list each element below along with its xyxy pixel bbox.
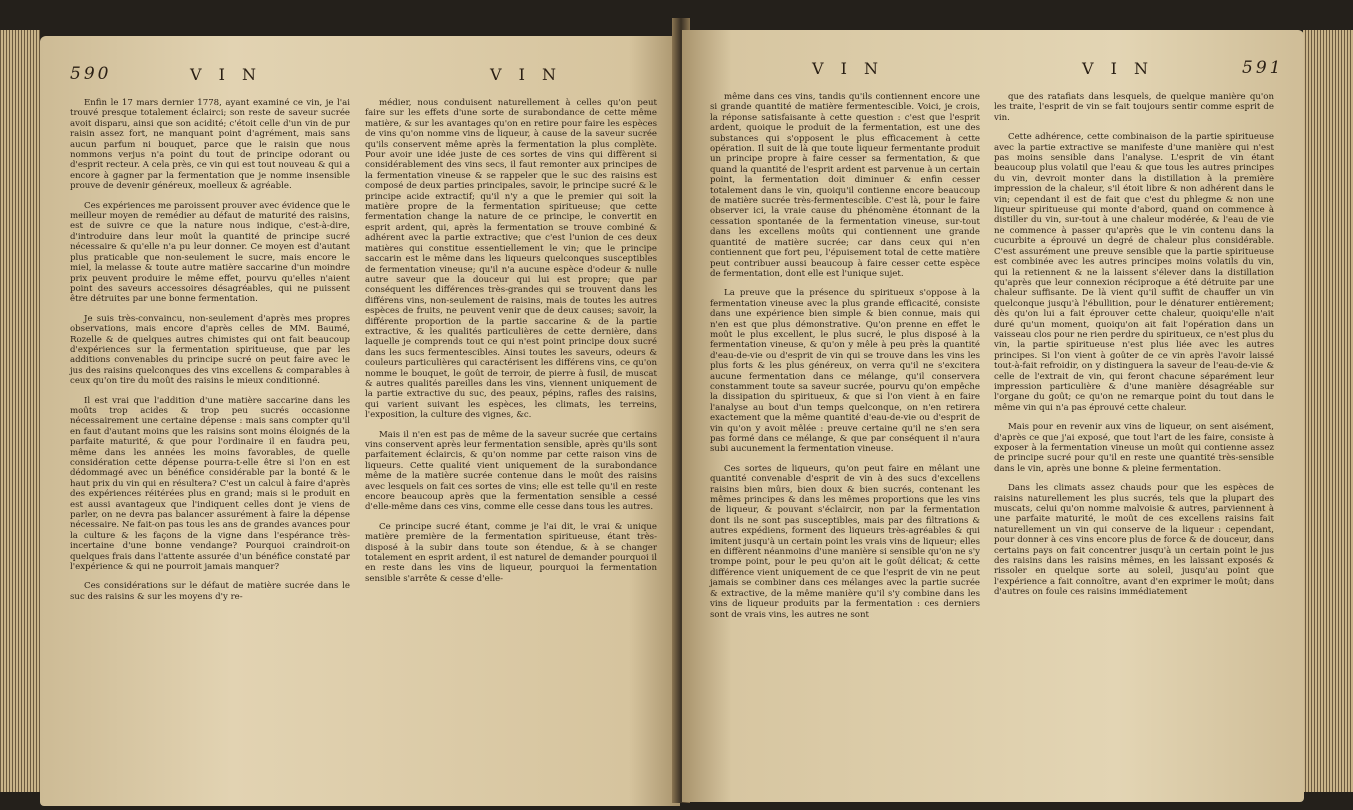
paragraph: La preuve que la présence du spiritueux s'oppose à la fermentation vineuse avec la plus grande efficacité, consiste dans une expérience bien simple & bien connue, mais qui n'en est que plus démonstrative. Qu'on prenne en effet le moût le plus excellent, le plus sucré, le plus disposé à la fermentation vineuse, & qu'on y mêle à peu près la quantité d'eau-de-vie ou d'esprit de vin qui se trouve dans les vins les plus forts & les plus généreux, on verra qu'il ne s'excitera aucune fermentation dans ce mélange, qu'il conservera constamment toute sa saveur sucrée, pourvu qu'on empêche la dissipation du spiritueux, & que si l'on vient à en faire l'analyse au bout d'un temps quelconque, on n'en retirera exactement que la même quantité d'eau-de-vie ou d'esprit de vin qu'on y avoit mêlée : preuve certaine qu'il ne s'en sera pas formé dans ce mélange, & que par conséquent il n'aura subi aucunement la fermentation vineuse. xyxy=(710,288,980,455)
paragraph: Enfin le 17 mars dernier 1778, ayant examiné ce vin, je l'ai trouvé presque totalement éclairci; son reste de saveur sucrée avoit disparu, ainsi que son acidité; c'étoit celle d'un vin de pur raisin assez fort, ne manquant point d'agrément, mais sans aucun parfum ni bouquet, parce que le raisin que nous nommons verjus n'a point du tout de principe odorant ou d'esprit recteur. A cela près, ce vin qui est tout nouveau & qui a encore à gagner par la fermentation que je nomme insensible prouve de devenir généreux, moelleux & agréable. xyxy=(70,98,350,192)
paragraph: Ces expériences me paroissent prouver avec évidence que le meilleur moyen de remédier au défaut de maturité des raisins, est de suivre ce que la nature nous indique, c'est-à-dire, d'introduire dans leur moût la quantité de principe sucré nécessaire & qu'elle n'a pu leur donner. Ce moyen est d'autant plus praticable que non-seulement le sucre, mais encore le miel, la melasse & toute autre matière saccarine d'un moindre prix peuvent produire le même effet, pourvu qu'elles n'aient point des saveurs accessoires désagréables, qui ne puissent être détruites par une bonne fermentation. xyxy=(70,200,350,305)
right-page-header xyxy=(682,58,1304,84)
paragraph: Mais pour en revenir aux vins de liqueur, on sent aisément, d'après ce que j'ai exposé, que tout l'art de les faire, consiste à exposer à la fermentation vineuse un moût qui contienne assez de principe sucré pour qu'il en reste une quantité très-sensible dans le vin, après une bonne & pleine fermentation. xyxy=(994,422,1274,474)
left-page-header xyxy=(40,64,680,90)
left-page-edges xyxy=(0,30,40,792)
paragraph: Ces considérations sur le défaut de matière sucrée dans le suc des raisins & sur les moyens d'y re- xyxy=(70,581,350,602)
paragraph: Ces sortes de liqueurs, qu'on peut faire en mêlant une quantité convenable d'esprit de vin à des sucs d'excellens raisins bien mûrs, bien doux & bien sucrés, contenant les mêmes principes & dans les mêmes proportions que les vins de liqueur, & pouvant s'éclaircir, non par la fermentation dont ils ne sont pas susceptibles, mais par des filtrations & autres expédiens, forment des liqueurs très-agréables & qui imitent jusqu'à un certain point les vrais vins de liqueur; elles en diffèrent néanmoins d'une manière si sensible qu'on ne s'y trompe point, pour le peu qu'on ait le goût délicat; & cette différence vient uniquement de ce que l'esprit de vin ne peut jamais se combiner dans ces mélanges avec la partie sucrée & extractive, de la même manière qu'il s'y combine dans les vins de liqueur produits par la fermentation : ces derniers sont de vrais vins, les autres ne sont xyxy=(710,463,980,620)
right-header-title-2: V I N xyxy=(1082,59,1155,78)
right-header-title-1: V I N xyxy=(812,59,885,78)
paragraph: Il est vrai que l'addition d'une matière saccarine dans les moûts trop acides & trop peu sucrés occasionne nécessairement une certaine dépense : mais sans compter qu'il en faut d'autant moins que les raisins sont moins éloignés de la parfaite maturité, & que pour l'ordinaire il en faudra peu, même dans les années les moins favorables, de quelle considération cette dépense pourra-t-elle être si l'on en est dédommagé avec un bénéfice considérable par la bonté & le haut prix du vin qui en résultera? C'est un calcul à faire d'après des expériences réitérées plus en grand; mais si le produit en est aussi avantageux que l'indiquent celles dont je viens de parler, on ne devra pas balancer assurément à faire la dépense nécessaire. Ne fait-on pas tous les ans de grandes avances pour la culture & les façons de la vigne dans l'espérance très-incertaine d'une bonne vendange? Pourquoi craindroit-on quelques frais dans l'attente assurée d'un bénéfice constaté par l'expérience & qui ne pourroit jamais manquer? xyxy=(70,395,350,573)
paragraph: Ce principe sucré étant, comme je l'ai dit, le vrai & unique matière première de la fermentation spiritueuse, étant très-disposé à la subir dans toute son étendue, & à se changer totalement en esprit ardent, il est naturel de demander pourquoi il en reste dans les vins de liqueur, pourquoi la fermentation sensible s'arrête & cesse d'elle- xyxy=(365,521,657,584)
left-header-title-2: V I N xyxy=(490,65,563,84)
left-page-number: 590 xyxy=(70,64,112,84)
right-page-edges xyxy=(1303,30,1353,792)
right-page xyxy=(682,30,1304,802)
paragraph: que des ratafiats dans lesquels, de quelque manière qu'on les traite, l'esprit de vin se fait toujours sentir comme esprit de vin. xyxy=(994,92,1274,123)
left-page xyxy=(40,36,680,806)
paragraph: Je suis très-convaincu, non-seulement d'après mes propres observations, mais encore d'après celles de MM. Baumé, Rozelle & de quelques autres chimistes qui ont fait beaucoup d'expériences sur la fermentation spiritueuse, que par les additions convenables du principe sucré on peut faire avec le jus des raisins quelconques des vins excellens & comparables à ceux qu'on tire du moût des raisins le mieux conditionné. xyxy=(70,313,350,387)
paragraph: Mais il n'en est pas de même de la saveur sucrée que certains vins conservent après leur fermentation sensible, après qu'ils sont parfaitement éclaircis, & qu'on nomme par cette raison vins de liqueurs. Cette qualité vient uniquement de la surabondance même de la matière sucrée contenue dans le moût des raisins avec lesquels on fait ces sortes de vins; elle est telle qu'il en reste encore beaucoup après que la fermentation sensible a cessé d'elle-même dans ces vins, comme elle cesse dans tous les autres. xyxy=(365,429,657,513)
right-page-number: 591 xyxy=(1242,58,1284,78)
paragraph: Cette adhérence, cette combinaison de la partie spiritueuse avec la partie extractive se manifeste d'une manière qui n'est pas moins sensible dans l'analyse. L'esprit de vin étant beaucoup plus volatil que l'eau & que tous les autres principes du vin, devroit monter dans la distillation à la première impression de la chaleur, s'il étoit libre & non adhérent dans le vin; cependant il est de fait que c'est du phlegme & non une liqueur spiritueuse qui monte d'abord, quand on commence à distiller du vin, sur-tout à une chaleur modérée, & l'eau de vie ne commence à passer qu'après que le vin contenu dans la cucurbite a éprouvé un degré de chaleur plus considérable. C'est assurément une preuve sensible que la partie spiritueuse est combinée avec les autres principes moins volatils du vin, qui la retiennent & ne la laissent s'élever dans la distillation qu'après que leur connexion réciproque a été détruite par une chaleur suffisante. De là vient qu'il suffit de chauffer un vin quelconque jusqu'à l'ébullition, pour le dénaturer entièrement; dès qu'on lui a fait éprouver cette chaleur, quoiqu'elle n'ait duré qu'un moment, quoiqu'on ait fait l'opération dans un vaisseau clos pour ne rien perdre du spiritueux, ce n'est plus du vin, la partie spiritueuse n'est plus liée avec les autres principes. Si l'on vient à goûter de ce vin après l'avoir laissé tout-à-fait refroidir, on y distinguera la saveur de l'eau-de-vie & celle de l'extrait de vin, qui feront chacune séparément leur impression particulière & d'une manière désagréable sur l'organe du goût; ce qu'on ne remarque point du tout dans le même vin qui n'a pas éprouvé cette chaleur. xyxy=(994,132,1275,413)
paragraph: médier, nous conduisent naturellement à celles qu'on peut faire sur les effets d'une sorte de surabondance de cette même matière, & sur les avantages qu'on en retire pour faire les espèces de vins qu'on nomme vins de liqueur, à cause de la saveur sucrée qu'ils conservent même après la fermentation la plus complète. Pour avoir une idée juste de ces sortes de vins qui diffèrent si considérablement des vins secs, il faut remonter aux principes de la fermentation vineuse & se rappeler que le suc des raisins est composé de deux parties principales, savoir, le principe sucré & le principe acide extractif; qu'il n'y a que le premier qui soit la matière propre de la fermentation spiritueuse; que cette fermentation change la nature de ce principe, le convertit en esprit ardent, qui, après la fermentation se trouve combiné & adhérent avec la partie extractive; que c'est l'union de ces deux matières qui constitue essentiellement le vin; que le principe saccarin est le même dans les liqueurs quelconques susceptibles de fermentation vineuse; qu'il n'a aucune espèce d'odeur & nulle autre saveur que la douceur qui lui est propre; que par conséquent les différences très-grandes qui se trouvent dans les différens vins, non-seulement de raisins, mais de toutes les autres espèces de fruits, ne peuvent venir que de deux causes; savoir, la différente proportion de la partie saccarine & de la partie extractive, & les qualités particulières de cette dernière, dans laquelle je comprends tout ce qui n'est point principe doux sucré dans les sucs fermentescibles. Ainsi toutes les saveurs, odeurs & couleurs particulières qui caractérisent les différens vins, ce qu'on nomme le bouquet, le goût de terroir, de pierre à fusil, de muscat & autres qualités pareilles dans les vins, viennent uniquement de la partie extractive du suc, des peaux, pépins, rafles des raisins, qui varient suivant les espèces, les climats, les terreins, l'exposition, la culture des vignes, &c. xyxy=(365,98,657,421)
left-page-column-1 xyxy=(70,98,350,611)
right-page-column-1 xyxy=(710,92,980,629)
left-header-title-1: V I N xyxy=(190,65,263,84)
right-page-column-2 xyxy=(994,92,1274,607)
paragraph: même dans ces vins, tandis qu'ils contiennent encore une si grande quantité de matière fermentescible. Voici, je crois, la réponse satisfaisante à cette question : c'est que l'esprit ardent, quoique le produit de la fermentation, est une des substances qui s'opposent le plus efficacement à cette opération. Il suit de là que toute liqueur fermentante produit un principe propre à faire cesser sa fermentation, & que quand la quantité de l'esprit ardent est parvenue à un certain point, la fermentation doit diminuer & enfin cesser totalement dans le vin, quoiqu'il contienne encore beaucoup de matière sucrée très-fermentescible. C'est là, pour le faire observer ici, la vraie cause du phénomène étonnant de la cessation spontanée de la fermentation vineuse, sur-tout dans les excellens moûts qui contiennent une grande quantité de matière sucrée; car dans ceux qui n'en contiennent que fort peu, l'épuisement total de cette matière peut contribuer aussi beaucoup à faire cesser cette espèce de fermentation, dont elle est l'unique sujet. xyxy=(710,92,980,279)
paragraph: Dans les climats assez chauds pour que les espèces de raisins naturellement les plus sucrés, tels que la plupart des muscats, celui qu'on nomme malvoisie & autres, parviennent à une parfaite maturité, le moût de ces excellens raisins fait naturellement un vin qui conserve de la liqueur : cependant, pour donner à ces vins encore plus de force & de douceur, dans certains pays on fait concentrer jusqu'à un certain point le jus des raisins dans les raisins mêmes, en les laissant exposés & rissoler en quelque sorte au soleil, jusqu'au point que l'expérience a fait connoître, avant d'en exprimer le moût; dans d'autres on foule ces raisins immédiatement xyxy=(994,483,1274,598)
left-page-column-2 xyxy=(365,98,657,593)
